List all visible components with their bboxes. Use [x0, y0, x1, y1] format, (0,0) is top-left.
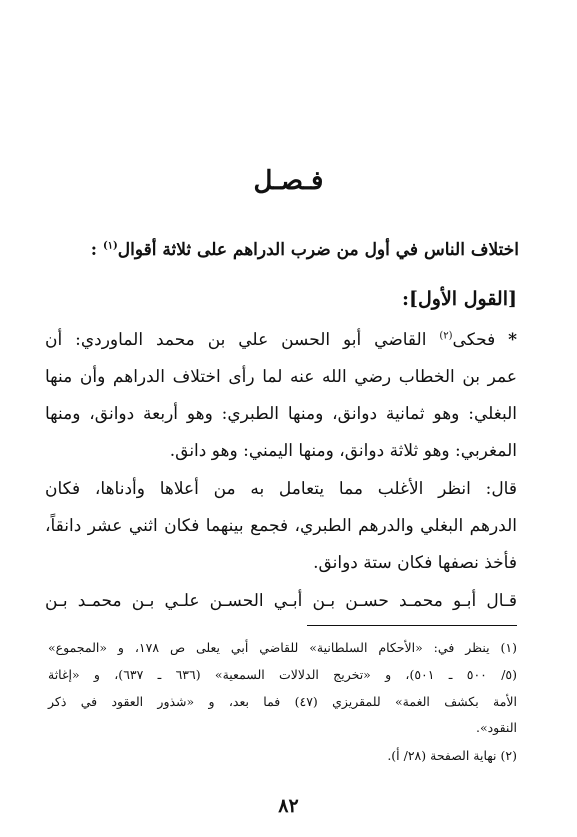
section-heading: [50, 240, 519, 260]
page-number: ٨٢: [278, 795, 299, 817]
paragraph1-line4: المغربي: وهو ثلاثة دوانق، ومنها اليمني: وهو دانق.: [169, 441, 517, 461]
paragraph1-line2: عمر بن الخطاب رضي الله عنه لما رأى اختلاف الدراهم وأن منها: [45, 367, 517, 387]
bullet-star-icon: *: [508, 330, 517, 350]
footnote-divider: [307, 625, 517, 626]
footnote-2: (٢) نهاية الصفحة (٢٨/ أ).: [387, 748, 517, 763]
paragraph2-line3: فأخذ نصفها فكان ستة دوانق.: [313, 553, 517, 573]
section-heading-text: اختلاف الناس في أول من ضرب الدراهم على ثلاثة أقوال: [117, 240, 519, 260]
footnote-ref-1: (١): [102, 240, 118, 252]
footnote-1-line2: (٥/ ٥٠٠ ـ ٥٠١)، و «تخريج الدلالات السمعية» (٦٣٦ ـ ٦٣٧)، و «إغاثة: [48, 667, 518, 682]
sub-heading: [القول الأول]:: [401, 288, 517, 310]
footnote-1-line4: النقود».: [475, 720, 517, 735]
footnote-1-line3: الأمة بكشف الغمة» للمقريزي (٤٧) فما بعد، و «شذور العقود في ذكر: [48, 694, 517, 709]
paragraph1-line1-rest: القاضي أبو الحسن علي بن محمد الماوردي: أن: [45, 330, 427, 350]
paragraph3-line1: قـال أبـو محمـد حسـن بـن أبـي الحسـن علـي بـن محمـد بـن: [45, 591, 517, 611]
paragraph2-line2: الدرهم البغلي والدرهم الطبري، فجمع بينهما فكان اثني عشر دانقاً،: [45, 516, 517, 536]
paragraph2-line1: قال: انظر الأغلب مما يتعامل به من أعلاها وأدناها، فكان: [45, 479, 517, 499]
chapter-title: فـصـل: [253, 166, 324, 196]
footnote-1-line1: (١) ينظر في: «الأحكام السلطانية» للقاضي أبي يعلى ص ١٧٨، و «المجموع»: [48, 640, 517, 655]
section-heading-colon: :: [90, 240, 98, 260]
paragraph1-line3: البغلي: وهو ثمانية دوانق، ومنها الطبري: وهو أربعة دوانق، ومنها: [45, 404, 517, 424]
paragraph1-lead: فحكى: [452, 330, 496, 350]
paragraph1-line1: [45, 330, 517, 350]
footnote-ref-2: (٢): [439, 330, 453, 342]
